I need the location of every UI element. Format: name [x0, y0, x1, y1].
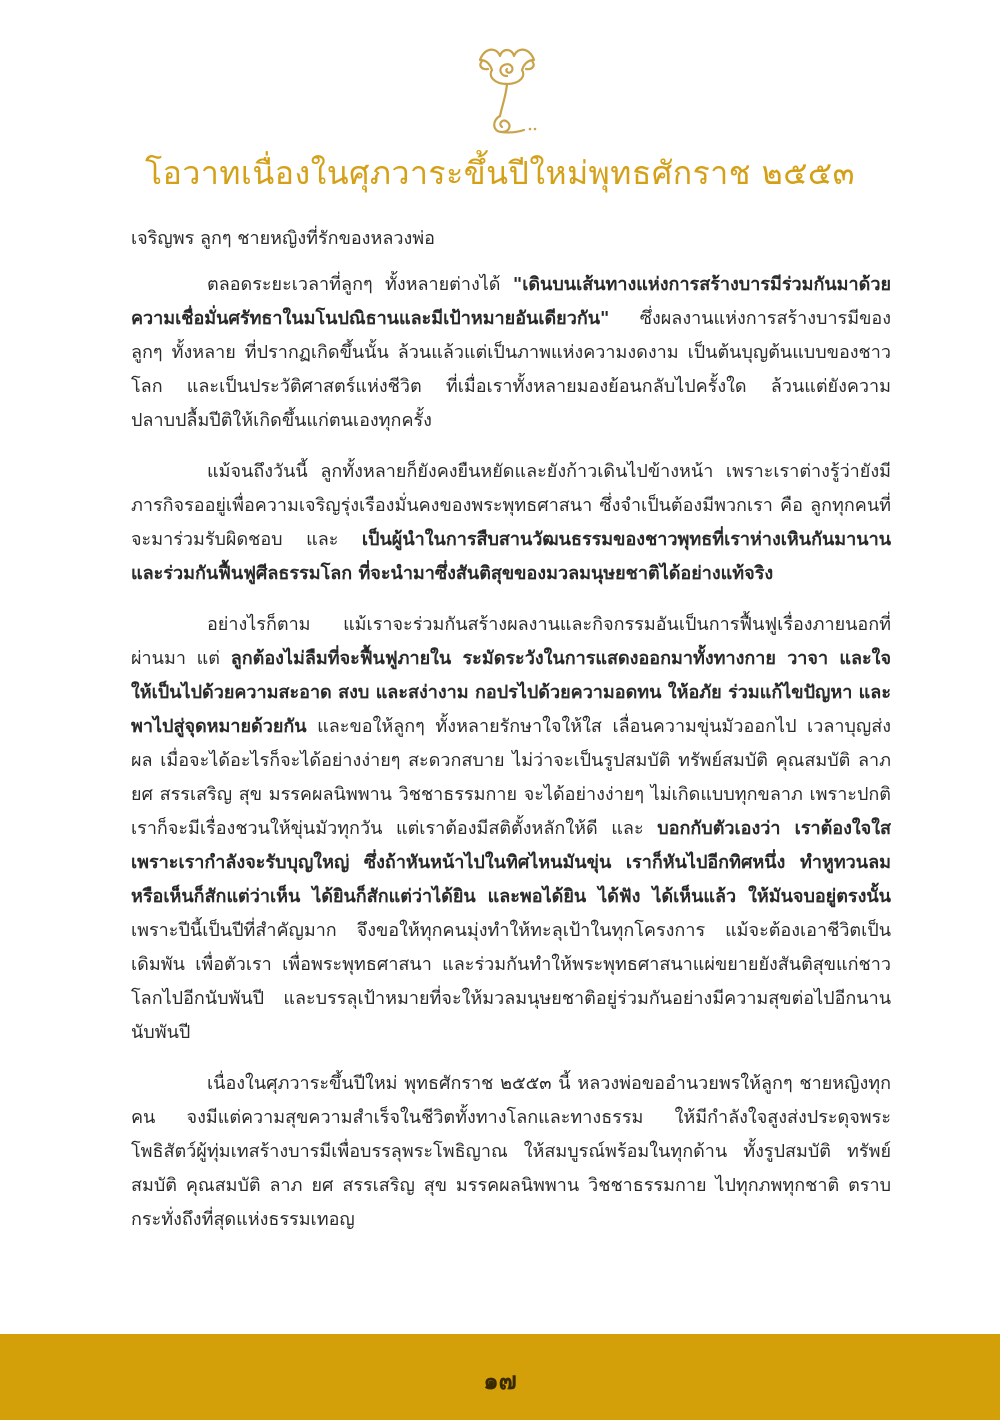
- paragraph-2-emphasis: เป็นผู้นำในการสืบสานวัฒนธรรมของชาวพุทธที่เราห่างเหินกันมานาน และร่วมกันฟื้นฟูศีลธรรมโลก ที่จะนำมาซึ่งสันติสุขของมวลมนุษยชาติได้อย่างแท้จริง: [131, 529, 891, 584]
- paragraph-3-text: อย่างไรก็ตาม แม้เราจะร่วมกันสร้างผลงานและกิจกรรมอันเป็นการฟื้นฟูเรื่องภายนอกที่ผ่านมา แต่: [131, 614, 891, 669]
- paragraph-1-text: ตลอดระยะเวลาที่ลูกๆ ทั้งหลายต่างได้: [207, 274, 513, 295]
- paragraph-2: [131, 455, 891, 591]
- paragraph-3-text-2: และขอให้ลูกๆ ทั้งหลายรักษาใจให้ใส เลื่อนความขุ่นมัวออกไป เวลาบุญส่งผล เมื่อจะได้อะไรก็จะได้อย่างง่ายๆ สะดวกสบาย ไม่ว่าจะเป็นรูปสมบัติ ทรัพย์สมบัติ คุณสมบัติ ลาภ ยศ สรรเสริญ สุข มรรคผลนิพพาน วิชชาธรรมกาย จะได้อย่างง่ายๆ ไม่เกิดแบบทุกขลาภ เพราะปกติเราก็จะมีเรื่องชวนให้ขุ่นมัวทุกวัน แต่เราต้องมีสติตั้งหลักให้ดี และ: [131, 716, 891, 839]
- document-body: [131, 222, 891, 1254]
- greeting: เจริญพร ลูกๆ ชายหญิงที่รักของหลวงพ่อ: [131, 228, 435, 249]
- paragraph-2-text: แม้จนถึงวันนี้ ลูกทั้งหลายก็ยังคงยืนหยัดและยังก้าวเดินไปข้างหน้า เพราะเราต่างรู้ว่ายังมีภารกิจรออยู่เพื่อความเจริญรุ่งเรืองมั่นคงของพระพุทธศาสนา ซึ่งจำเป็นต้องมีพวกเรา คือ ลูกทุกคนที่จะมาร่วมรับผิดชอบ และ: [131, 461, 891, 550]
- page-title: โอวาทเนื่องในศุภวาระขึ้นปีใหม่พุทธศักราช ๒๕๕๓: [144, 154, 856, 192]
- paragraph-4: เนื่องในศุภวาระขึ้นปีใหม่ พุทธศักราช ๒๕๕๓ นี้ หลวงพ่อขออำนวยพรให้ลูกๆ ชายหญิงทุกคน จงมีแต่ความสุขความสำเร็จในชีวิตทั้งทางโลกและทางธรรม ให้มีกำลังใจสูงส่งประดุจพระโพธิสัตว์ผู้ทุ่มเทสร้างบารมีเพื่อบรรลุพระโพธิญาณ ให้สมบูรณ์พร้อมในทุกด้าน ทั้งรูปสมบัติ ทรัพย์สมบัติ คุณสมบัติ ลาภ ยศ สรรเสริญ สุข มรรคผลนิพพาน วิชชาธรรมกาย ไปทุกภพทุกชาติ ตราบกระทั่งถึงที่สุดแห่งธรรมเทอญ: [131, 1073, 891, 1230]
- paragraph-3-emphasis-2: บอกกับตัวเองว่า เราต้องใจใส เพราะเรากำลังจะรับบุญใหญ่ ซึ่งถ้าหันหน้าไปในทิศไหนมันขุ่น เราก็หันไปอีกทิศหนึ่ง ทำหูทวนลม หรือเห็นก็สักแต่ว่าเห็น ได้ยินก็สักแต่ว่าได้ยิน และพอได้ยิน ได้ฟัง ได้เห็นแล้ว ให้มันจบอยู่ตรงนั้น: [131, 818, 892, 907]
- page-number: ๑๗: [483, 1367, 517, 1395]
- paragraph-1: [131, 268, 891, 438]
- paragraph-3: [131, 608, 891, 1050]
- lotus-emblem-icon: [462, 40, 552, 140]
- paragraph-1-text-2: ซึ่งผลงานแห่งการสร้างบารมีของลูกๆ ทั้งหลาย ที่ปรากฏเกิดขึ้นนั้น ล้วนแล้วแต่เป็นภาพแห่งความงดงาม เป็นต้นบุญต้นแบบของชาวโลก และเป็นประวัติศาสตร์แห่งชีวิต ที่เมื่อเราทั้งหลายมองย้อนกลับไปครั้งใด ล้วนแต่ยังความปลาบปลื้มปีติให้เกิดขึ้นแก่ตนเองทุกครั้ง: [131, 308, 891, 431]
- paragraph-3-text-3: เพราะปีนี้เป็นปีที่สำคัญมาก จึงขอให้ทุกคนมุ่งทำให้ทะลุเป้าในทุกโครงการ แม้จะต้องเอาชีวิตเป็นเดิมพัน เพื่อตัวเรา เพื่อพระพุทธศาสนา และร่วมกันทำให้พระพุทธศาสนาแผ่ขยายยังสันติสุขแก่ชาวโลกไปอีกนับพันปี และบรรลุเป้าหมายที่จะให้มวลมนุษยชาติอยู่ร่วมกันอย่างมีความสุขต่อไปอีกนานนับพันปี: [131, 920, 891, 1043]
- paragraph-3-emphasis: ลูกต้องไม่ลืมที่จะฟื้นฟูภายใน ระมัดระวังในการแสดงออกมาทั้งทางกาย วาจา และใจ ให้เป็นไปด้วยความสะอาด สงบ และสง่างาม กอปรไปด้วยความอดทน ให้อภัย ร่วมแก้ไขปัญหา และพาไปสู่จุดหมายด้วยกัน: [131, 648, 891, 737]
- paragraph-1-emphasis: "เดินบนเส้นทางแห่งการสร้างบารมีร่วมกันมาด้วยความเชื่อมั่นศรัทธาในมโนปณิธานและมีเป้าหมายอันเดียวกัน": [131, 274, 891, 329]
